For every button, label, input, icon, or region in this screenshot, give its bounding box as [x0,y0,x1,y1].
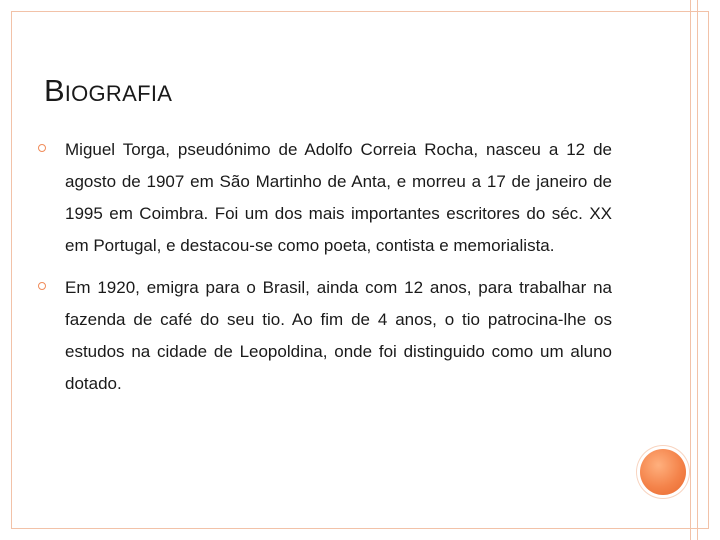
circle-bullet-icon [38,144,46,152]
bullet-item [38,134,612,262]
bullet-text: Em 1920, emigra para o Brasil, ainda com 12 anos, para trabalhar na fazenda de café do seu tio. Ao fim de 4 anos, o tio patrocina-lhe os estudos na cidade de Leopoldina, onde foi distinguido como um aluno dotado. [65,278,612,393]
slide-title-rest: IOGRAFIA [64,81,173,106]
slide-title-initial: B [44,73,65,108]
slide-title [44,74,172,106]
orange-orb-decoration [640,449,686,495]
side-decoration-line [690,0,691,540]
side-decoration-line-inner [697,0,698,540]
bullet-item [38,272,612,400]
bullet-text: Miguel Torga, pseudónimo de Adolfo Correia Rocha, nasceu a 12 de agosto de 1907 em São Martinho de Anta, e morreu a 17 de janeiro de 1995 em Coimbra. Foi um dos mais importantes escritores do séc. XX em Portugal, e destacou-se como poeta, contista e memorialista. [65,140,612,255]
circle-bullet-icon [38,282,46,290]
bullet-list [38,134,612,410]
